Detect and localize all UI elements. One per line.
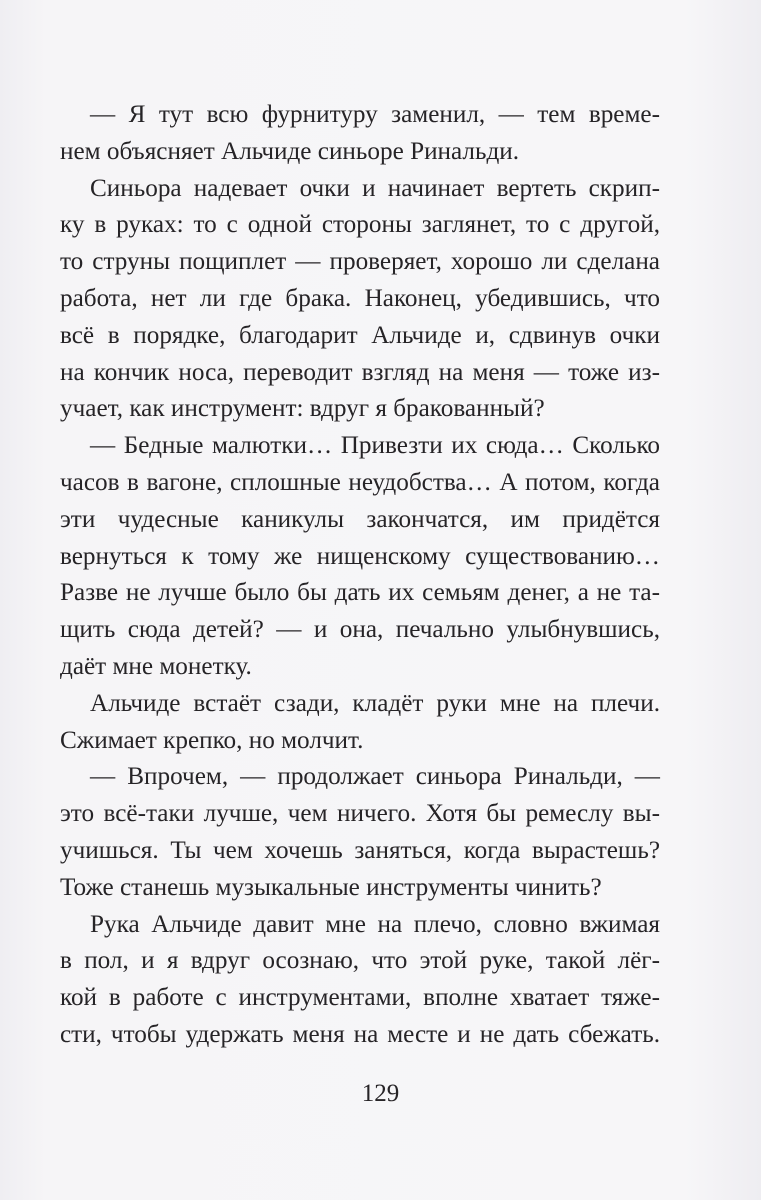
text-line: эти чудесные каникулы закончатся, им придётся xyxy=(60,505,660,533)
text-line: ку в руках: то с одной стороны заглянет, то с другой, xyxy=(60,211,660,239)
text-line: то струны пощиплет — проверяет, хорошо ли сделана xyxy=(60,248,660,276)
text-line: Тоже станешь музыкальные инструменты чинить? xyxy=(60,873,602,901)
text-line: кой в работе с инструментами, вполне хватает тяже- xyxy=(60,984,660,1012)
page-number: 129 xyxy=(361,1080,400,1107)
text-line: вернуться к тому же нищенскому существованию… xyxy=(60,542,660,570)
text-line: щить сюда детей? — и она, печально улыбнувшись, xyxy=(60,616,660,644)
text-line: часов в вагоне, сплошные неудобства… А потом, когда xyxy=(60,468,660,496)
text-line: сти, чтобы удержать меня на месте и не дать сбежать. xyxy=(60,1020,660,1048)
text-line: нем объясняет Альчиде синьоре Ринальди. xyxy=(60,137,520,165)
text-line: учишься. Ты чем хочешь заняться, когда вырастешь? xyxy=(60,836,660,864)
text-line: Синьора надевает очки и начинает вертеть скрип- xyxy=(90,174,660,202)
text-line: даёт мне монетку. xyxy=(60,652,252,680)
text-line: — Я тут всю фурнитуру заменил, — тем време- xyxy=(90,101,660,128)
text-line: Рука Альчиде давит мне на плечо, словно вжимая xyxy=(90,910,660,938)
text-line: — Впрочем, — продолжает синьора Ринальди, — xyxy=(90,763,660,791)
text-line: это всё-таки лучше, чем ничего. Хотя бы ремеслу вы- xyxy=(60,800,660,828)
text-line: на кончик носа, переводит взгляд на меня — тоже из- xyxy=(60,358,660,386)
text-line: работа, нет ли где брака. Наконец, убедившись, что xyxy=(60,284,660,312)
text-line: Сжимает крепко, но молчит. xyxy=(60,726,364,754)
text-line: учает, как инструмент: вдруг я бракованный? xyxy=(60,395,545,423)
text-line: всё в порядке, благодарит Альчиде и, сдвинув очки xyxy=(60,321,660,349)
text-line: Альчиде встаёт сзади, кладёт руки мне на плечи. xyxy=(90,689,660,717)
text-line: Разве не лучше было бы дать их семьям денег, а не та- xyxy=(60,579,660,607)
text-line: в пол, и я вдруг осознаю, что этой руке, такой лёг- xyxy=(60,947,660,975)
text-line: — Бедные малютки… Привезти их сюда… Сколько xyxy=(90,432,660,460)
body-text xyxy=(60,97,660,1054)
